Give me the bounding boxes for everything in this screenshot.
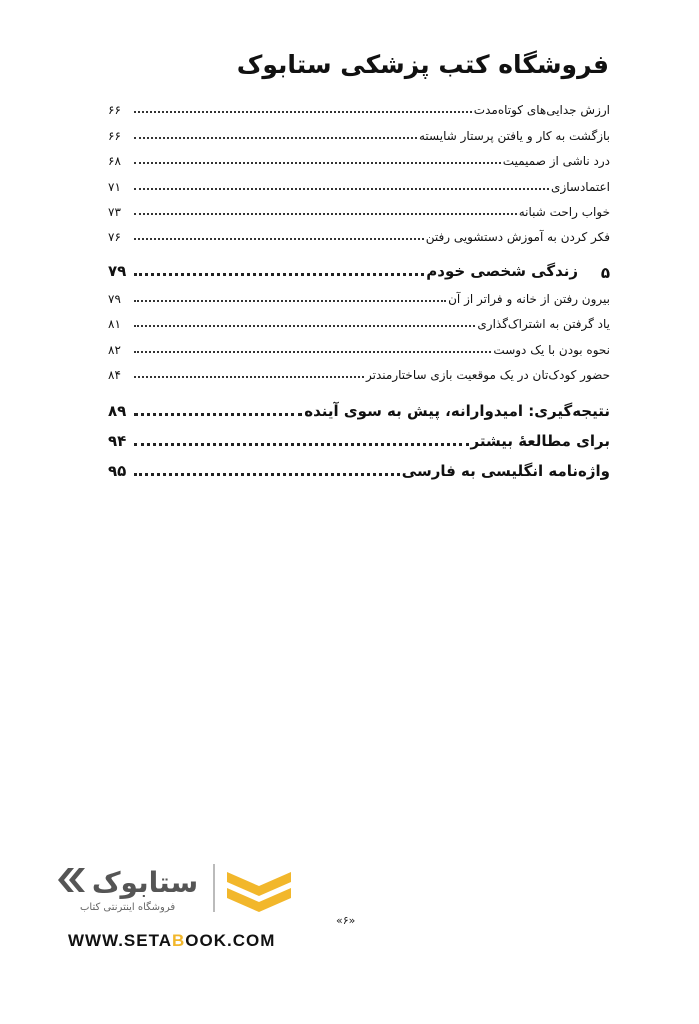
major-entry-page: ۹۴ <box>108 431 127 450</box>
major-entry-title: واژه‌نامه انگلیسی به فارسی <box>401 461 610 480</box>
double-chevron-icon <box>58 868 85 892</box>
toc-entry-page: ۷۱ <box>108 179 121 194</box>
toc-entry-title: حضور کودک‌تان در یک موقعیت بازی ساختارمندتر <box>366 367 610 382</box>
toc-entry-page: ۸۴ <box>108 367 121 382</box>
logo-wordmark: ستابوک <box>91 866 199 899</box>
dot-leader <box>134 111 472 113</box>
book-chevron-icon <box>227 872 291 912</box>
toc-major-entry[interactable] <box>108 452 610 482</box>
toc-entry-title: بیرون رفتن از خانه و فراتر از آن <box>448 291 610 306</box>
url-part-1: WWW.SETA <box>68 931 172 950</box>
toc-entry-page: ۸۱ <box>108 317 121 332</box>
setabook-logo <box>55 858 305 928</box>
toc-entry[interactable] <box>108 145 610 170</box>
dot-leader <box>134 300 446 302</box>
dot-leader <box>134 325 475 327</box>
toc-entry-page: ۷۹ <box>108 291 121 306</box>
toc-entry-title: یاد گرفتن به اشتراک‌گذاری <box>477 317 610 332</box>
toc-entry-page: ۶۸ <box>108 154 121 169</box>
url-part-3: OOK.COM <box>185 931 276 950</box>
toc-major-entry[interactable] <box>108 392 610 422</box>
dot-leader <box>134 273 424 276</box>
toc-entry-title: اعتمادسازی <box>551 179 610 194</box>
dot-leader <box>134 238 424 240</box>
toc-entry-page: ۶۶ <box>108 128 121 143</box>
toc-entry[interactable] <box>108 221 610 246</box>
dot-leader <box>134 413 302 416</box>
toc-entry[interactable] <box>108 359 610 384</box>
dot-leader <box>134 351 491 353</box>
toc-entry-title: درد ناشی از صمیمیت <box>502 154 610 169</box>
toc-entry-title: نحوه بودن با یک دوست <box>493 342 610 357</box>
toc-entry-title: بازگشت به کار و یافتن پرستار شایسته <box>419 128 610 143</box>
major-entry-title: نتیجه‌گیری: امیدوارانه، پیش به سوی آینده <box>304 401 610 420</box>
toc-entry-page: ۶۶ <box>108 103 121 118</box>
major-entry-page: ۹۵ <box>108 461 127 480</box>
dot-leader <box>134 137 417 139</box>
logo-divider <box>213 864 215 912</box>
toc-entry[interactable] <box>108 196 610 221</box>
dot-leader <box>134 376 364 378</box>
dot-leader <box>134 162 501 164</box>
toc-entry-title: ارزش جدایی‌های کوتاه‌مدت <box>473 103 610 118</box>
page-number: «۶» <box>336 914 356 927</box>
toc-entry[interactable] <box>108 119 610 144</box>
toc-entry[interactable] <box>108 94 610 119</box>
toc-entry-title: فکر کردن به آموزش دستشویی رفتن <box>425 230 610 245</box>
toc-chapter-5[interactable] <box>108 254 610 282</box>
toc-entry[interactable] <box>108 170 610 195</box>
dot-leader <box>134 473 400 476</box>
website-url[interactable] <box>68 931 275 951</box>
table-of-contents <box>108 94 610 482</box>
major-entry-page: ۸۹ <box>108 401 127 420</box>
toc-entry[interactable] <box>108 308 610 333</box>
toc-entry-title: خواب راحت شبانه <box>518 204 610 219</box>
toc-major-entry[interactable] <box>108 422 610 452</box>
dot-leader <box>134 188 549 190</box>
chapter-title: زندگی شخصی خودم <box>426 262 578 281</box>
major-entry-title: برای مطالعهٔ بیشتر <box>470 431 610 450</box>
dot-leader <box>134 443 469 446</box>
page-title: فروشگاه کتب پزشکی ستابوک <box>236 50 609 79</box>
toc-entry[interactable] <box>108 282 610 307</box>
toc-entry-page: ۸۲ <box>108 342 121 357</box>
chapter-number: ۵ <box>600 264 610 283</box>
chapter-page: ۷۹ <box>108 262 127 281</box>
url-accent-letter: B <box>172 931 186 950</box>
logo-subtitle: فروشگاه اینترنتی کتاب <box>80 902 176 913</box>
toc-entry-page: ۷۶ <box>108 230 121 245</box>
toc-entry-page: ۷۳ <box>108 204 121 219</box>
dot-leader <box>134 213 517 215</box>
toc-entry[interactable] <box>108 333 610 358</box>
